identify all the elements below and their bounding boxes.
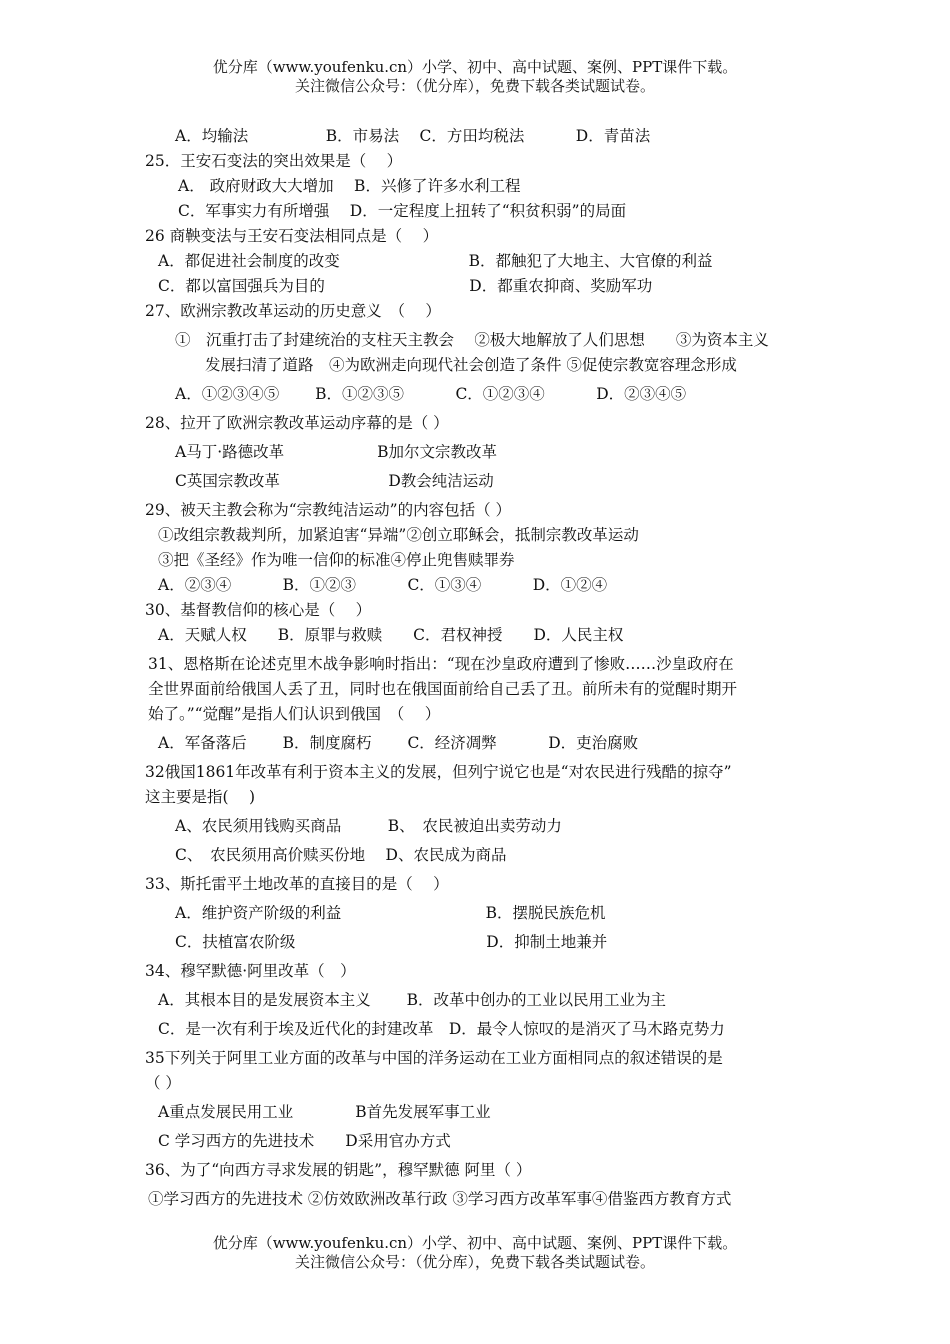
- q35-options-ab: A重点发展民用工业 B首先发展军事工业: [158, 1103, 491, 1121]
- q32-options-cd: C、 农民须用高价赎买份地 D、农民成为商品: [175, 846, 507, 864]
- q25-options-cd: C．军事实力有所增强 D．一定程度上扭转了“积贫积弱”的局面: [178, 202, 627, 220]
- q34-stem: 34、穆罕默德·阿里改革（ ）: [145, 962, 356, 980]
- q25-stem: 25．王安石变法的突出效果是（ ）: [145, 152, 403, 170]
- q31-options: A．军备落后 B．制度腐朽 C．经济凋弊 D．吏治腐败: [158, 734, 639, 752]
- q32-stem-1: 32俄国1861年改革有利于资本主义的发展，但列宁说它也是“对农民进行残酷的掠夺”: [145, 763, 732, 781]
- q32-options-ab: A、农民须用钱购买商品 B、 农民被迫出卖劳动力: [175, 817, 562, 835]
- q29-statements-2: ③把《圣经》作为唯一信仰的标准④停止兜售赎罪券: [158, 551, 515, 569]
- header-line-1: 优分库（www.youfenku.cn）小学、初中、高中试题、案例、PPT课件下载。: [212, 58, 738, 76]
- q31-stem-3: 始了。”“觉醒”是指人们认识到俄国 （ ）: [148, 705, 441, 723]
- header-line-2: 关注微信公众号：（优分库），免费下载各类试题试卷。: [294, 77, 655, 95]
- q27-statements-2: 发展扫清了道路 ④为欧洲走向现代社会创造了条件 ⑤促使宗教宽容理念形成: [205, 356, 737, 374]
- q27-stem: 27、欧洲宗教改革运动的历史意义 （ ）: [145, 302, 441, 320]
- q25-options-ab: A． 政府财政大大增加 B．兴修了许多水利工程: [178, 177, 521, 195]
- q30-stem: 30、基督教信仰的核心是（ ）: [145, 601, 372, 619]
- q33-stem: 33、斯托雷平土地改革的直接目的是（ ）: [145, 875, 449, 893]
- q29-options: A．②③④ B．①②③ C．①③④ D．①②④: [158, 576, 608, 594]
- footer-line-2: 关注微信公众号：（优分库），免费下载各类试题试卷。: [294, 1253, 655, 1271]
- q36-statements: ①学习西方的先进技术 ②仿效欧洲改革行政 ③学习西方改革军事④借鉴西方教育方式: [148, 1190, 732, 1208]
- q35-options-cd: C 学习西方的先进技术 D采用官办方式: [158, 1132, 451, 1150]
- q24-options: A．均输法 B．市易法 C．方田均税法 D．青苗法: [175, 127, 651, 145]
- q26-options-ab: A．都促进社会制度的改变 B．都触犯了大地主、大官僚的利益: [158, 252, 713, 270]
- q33-options-ab: A．维护资产阶级的利益 B．摆脱民族危机: [175, 904, 606, 922]
- q26-stem: 26 商鞅变法与王安石变法相同点是（ ）: [145, 227, 439, 245]
- q26-options-cd: C．都以富国强兵为目的 D．都重农抑商、奖励军功: [158, 277, 653, 295]
- page-footer: [0, 1234, 950, 1272]
- q34-options-cd: C．是一次有利于埃及近代化的封建改革 D．最令人惊叹的是消灭了马木路克势力: [158, 1020, 725, 1038]
- q34-options-ab: A．其根本目的是发展资本主义 B．改革中创办的工业以民用工业为主: [158, 991, 667, 1009]
- q30-options: A．天赋人权 B．原罪与救赎 C．君权神授 D．人民主权: [158, 626, 624, 644]
- page-header: [0, 58, 950, 96]
- q33-options-cd: C．扶植富农阶级 D．抑制土地兼并: [175, 933, 608, 951]
- q28-options-ab: A马丁·路德改革 B加尔文宗教改革: [175, 443, 498, 461]
- q35-stem-1: 35下列关于阿里工业方面的改革与中国的洋务运动在工业方面相同点的叙述错误的是: [145, 1049, 723, 1067]
- q35-stem-2: （ ）: [145, 1074, 181, 1092]
- q28-stem: 28、拉开了欧洲宗教改革运动序幕的是（ ）: [145, 414, 449, 432]
- q28-options-cd: C英国宗教改革 D教会纯洁运动: [175, 472, 494, 490]
- footer-line-1: 优分库（www.youfenku.cn）小学、初中、高中试题、案例、PPT课件下载。: [212, 1234, 738, 1252]
- q29-statements-1: ①改组宗教裁判所，加紧迫害“异端”②创立耶稣会，抵制宗教改革运动: [158, 526, 639, 544]
- q36-stem: 36、为了“向西方寻求发展的钥匙”，穆罕默德 阿里（ ）: [145, 1161, 532, 1179]
- q31-stem-1: 31、恩格斯在论述克里木战争影响时指出：“现在沙皇政府遭到了惨败……沙皇政府在: [148, 655, 734, 673]
- q31-stem-2: 全世界面前给俄国人丢了丑，同时也在俄国面前给自己丢了丑。前所未有的觉醒时期开: [148, 680, 738, 698]
- q27-options: A．①②③④⑤ B．①②③⑤ C．①②③④ D．②③④⑤: [175, 385, 687, 403]
- q32-stem-2: 这主要是指( ): [145, 788, 256, 806]
- q27-statements-1: ① 沉重打击了封建统治的支柱天主教会 ②极大地解放了人们思想 ③为资本主义: [175, 331, 769, 349]
- q29-stem: 29、被天主教会称为“宗教纯洁运动”的内容包括（ ）: [145, 501, 511, 519]
